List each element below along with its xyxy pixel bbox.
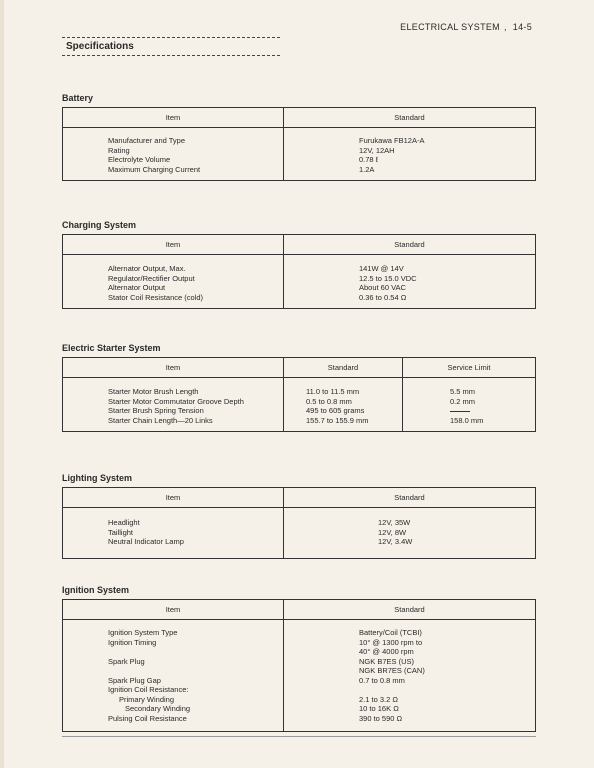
- battery-standard: 0.78 ℓ: [359, 155, 379, 164]
- battery-item: Manufacturer and Type: [108, 136, 185, 145]
- battery-standard: 12V, 12AH: [359, 145, 395, 155]
- battery-standards: [284, 128, 536, 181]
- starter-limits: [403, 378, 536, 432]
- ignition-standard: 10° @ 1300 rpm to: [359, 637, 423, 647]
- lighting-item: Headlight: [108, 518, 140, 527]
- footer-rule: [62, 736, 536, 737]
- header-separator: ,: [503, 22, 507, 32]
- ignition-standard: NGK BR7ES (CAN): [359, 666, 425, 675]
- starter-col-item: Item: [63, 358, 284, 378]
- heading-bottom-rule: [62, 55, 280, 56]
- lighting-col-standard: Standard: [284, 488, 536, 508]
- starter-item: Starter Motor Brush Length: [108, 387, 199, 396]
- starter-limit-dash: [450, 406, 535, 416]
- header-section: ELECTRICAL SYSTEM: [400, 22, 500, 32]
- lighting-item: Taillight: [108, 527, 134, 537]
- ignition-standard: 2.1 to 3.2 Ω: [359, 694, 398, 704]
- ignition-col-standard: Standard: [284, 600, 536, 620]
- starter-standards: [284, 378, 403, 432]
- ignition-item: Ignition Coil Resistance:: [108, 685, 189, 694]
- lighting-standard: 12V, 35W: [378, 518, 411, 527]
- row-spacer: [63, 666, 283, 676]
- row-spacer: [63, 647, 283, 657]
- ignition-title: Ignition System: [62, 585, 130, 595]
- starter-item: Starter Chain Length—20 Links: [108, 415, 213, 425]
- lighting-items: [63, 508, 284, 559]
- charging-item: Alternator Output, Max.: [108, 264, 186, 273]
- ignition-item: Pulsing Coil Resistance: [108, 713, 187, 723]
- charging-col-item: Item: [63, 235, 284, 255]
- charging-standard: 0.36 to 0.54 Ω: [359, 292, 407, 302]
- battery-item: Electrolyte Volume: [108, 155, 171, 164]
- lighting-standards: [284, 508, 536, 559]
- ignition-item: Primary Winding: [119, 694, 175, 704]
- charging-item: Stator Coil Resistance (cold): [108, 292, 204, 302]
- ignition-item: Ignition System Type: [108, 628, 178, 637]
- battery-col-standard: Standard: [284, 108, 536, 128]
- ignition-standards: [284, 620, 536, 732]
- starter-col-limit: Service Limit: [403, 358, 536, 378]
- starter-standard: 495 to 605 grams: [306, 406, 365, 415]
- ignition-standard: 10 to 16K Ω: [359, 704, 399, 713]
- charging-col-standard: Standard: [284, 235, 536, 255]
- charging-standard: About 60 VAC: [359, 283, 406, 292]
- lighting-standard: 12V, 3.4W: [378, 537, 413, 546]
- battery-title: Battery: [62, 93, 94, 103]
- starter-limit: 158.0 mm: [450, 415, 484, 425]
- charging-standard: 12.5 to 15.0 VDC: [359, 273, 417, 283]
- ignition-col-item: Item: [63, 600, 284, 620]
- specifications-heading: [62, 37, 280, 56]
- starter-item: Starter Brush Spring Tension: [108, 406, 204, 415]
- ignition-item: Secondary Winding: [125, 704, 191, 713]
- charging-title: Charging System: [62, 220, 137, 230]
- battery-item: Rating: [108, 145, 130, 155]
- starter-standard: 155.7 to 155.9 mm: [306, 415, 369, 425]
- charging-item: Alternator Output: [108, 283, 166, 292]
- ignition-items: [63, 620, 284, 732]
- running-header: [400, 22, 532, 32]
- charging-standard: 141W @ 14V: [359, 264, 404, 273]
- starter-table: [62, 357, 536, 432]
- ignition-standard: Battery/Coil (TCBI): [359, 628, 422, 637]
- lighting-table: [62, 487, 536, 559]
- battery-standard: 1.2A: [359, 164, 375, 174]
- ignition-item: Ignition Timing: [108, 637, 157, 647]
- row-spacer: [284, 685, 535, 695]
- ignition-standard: 40° @ 4000 rpm: [359, 647, 414, 656]
- starter-standard: 0.5 to 0.8 mm: [306, 396, 352, 406]
- header-page-number: 14-5: [512, 22, 532, 32]
- battery-table: [62, 107, 536, 181]
- ignition-table: [62, 599, 536, 732]
- page-title: Specifications: [66, 41, 134, 52]
- battery-items: [63, 128, 284, 181]
- limit-dash-line: [450, 411, 470, 412]
- ignition-standard: 390 to 590 Ω: [359, 713, 403, 723]
- starter-limit: 0.2 mm: [450, 396, 476, 406]
- lighting-standard: 12V, 8W: [378, 527, 407, 537]
- ignition-standard: NGK B7ES (US): [359, 656, 415, 666]
- ignition-item: Spark Plug Gap: [108, 675, 161, 685]
- lighting-title: Lighting System: [62, 473, 133, 483]
- ignition-standard: 0.7 to 0.8 mm: [359, 675, 405, 685]
- starter-standard: 11.0 to 11.5 mm: [306, 387, 360, 396]
- battery-col-item: Item: [63, 108, 284, 128]
- starter-title: Electric Starter System: [62, 343, 161, 353]
- starter-limit: 5.5 mm: [450, 387, 476, 396]
- starter-items: [63, 378, 284, 432]
- lighting-item: Neutral Indicator Lamp: [108, 537, 184, 546]
- lighting-col-item: Item: [63, 488, 284, 508]
- ignition-item: Spark Plug: [108, 656, 145, 666]
- starter-col-standard: Standard: [284, 358, 403, 378]
- battery-item: Maximum Charging Current: [108, 164, 201, 174]
- battery-standard: Furukawa FB12A-A: [359, 136, 425, 145]
- starter-item: Starter Motor Commutator Groove Depth: [108, 396, 244, 406]
- charging-table: [62, 234, 536, 309]
- page-edge: [0, 0, 4, 768]
- charging-standards: [284, 255, 536, 309]
- charging-items: [63, 255, 284, 309]
- charging-item: Regulator/Rectifier Output: [108, 273, 195, 283]
